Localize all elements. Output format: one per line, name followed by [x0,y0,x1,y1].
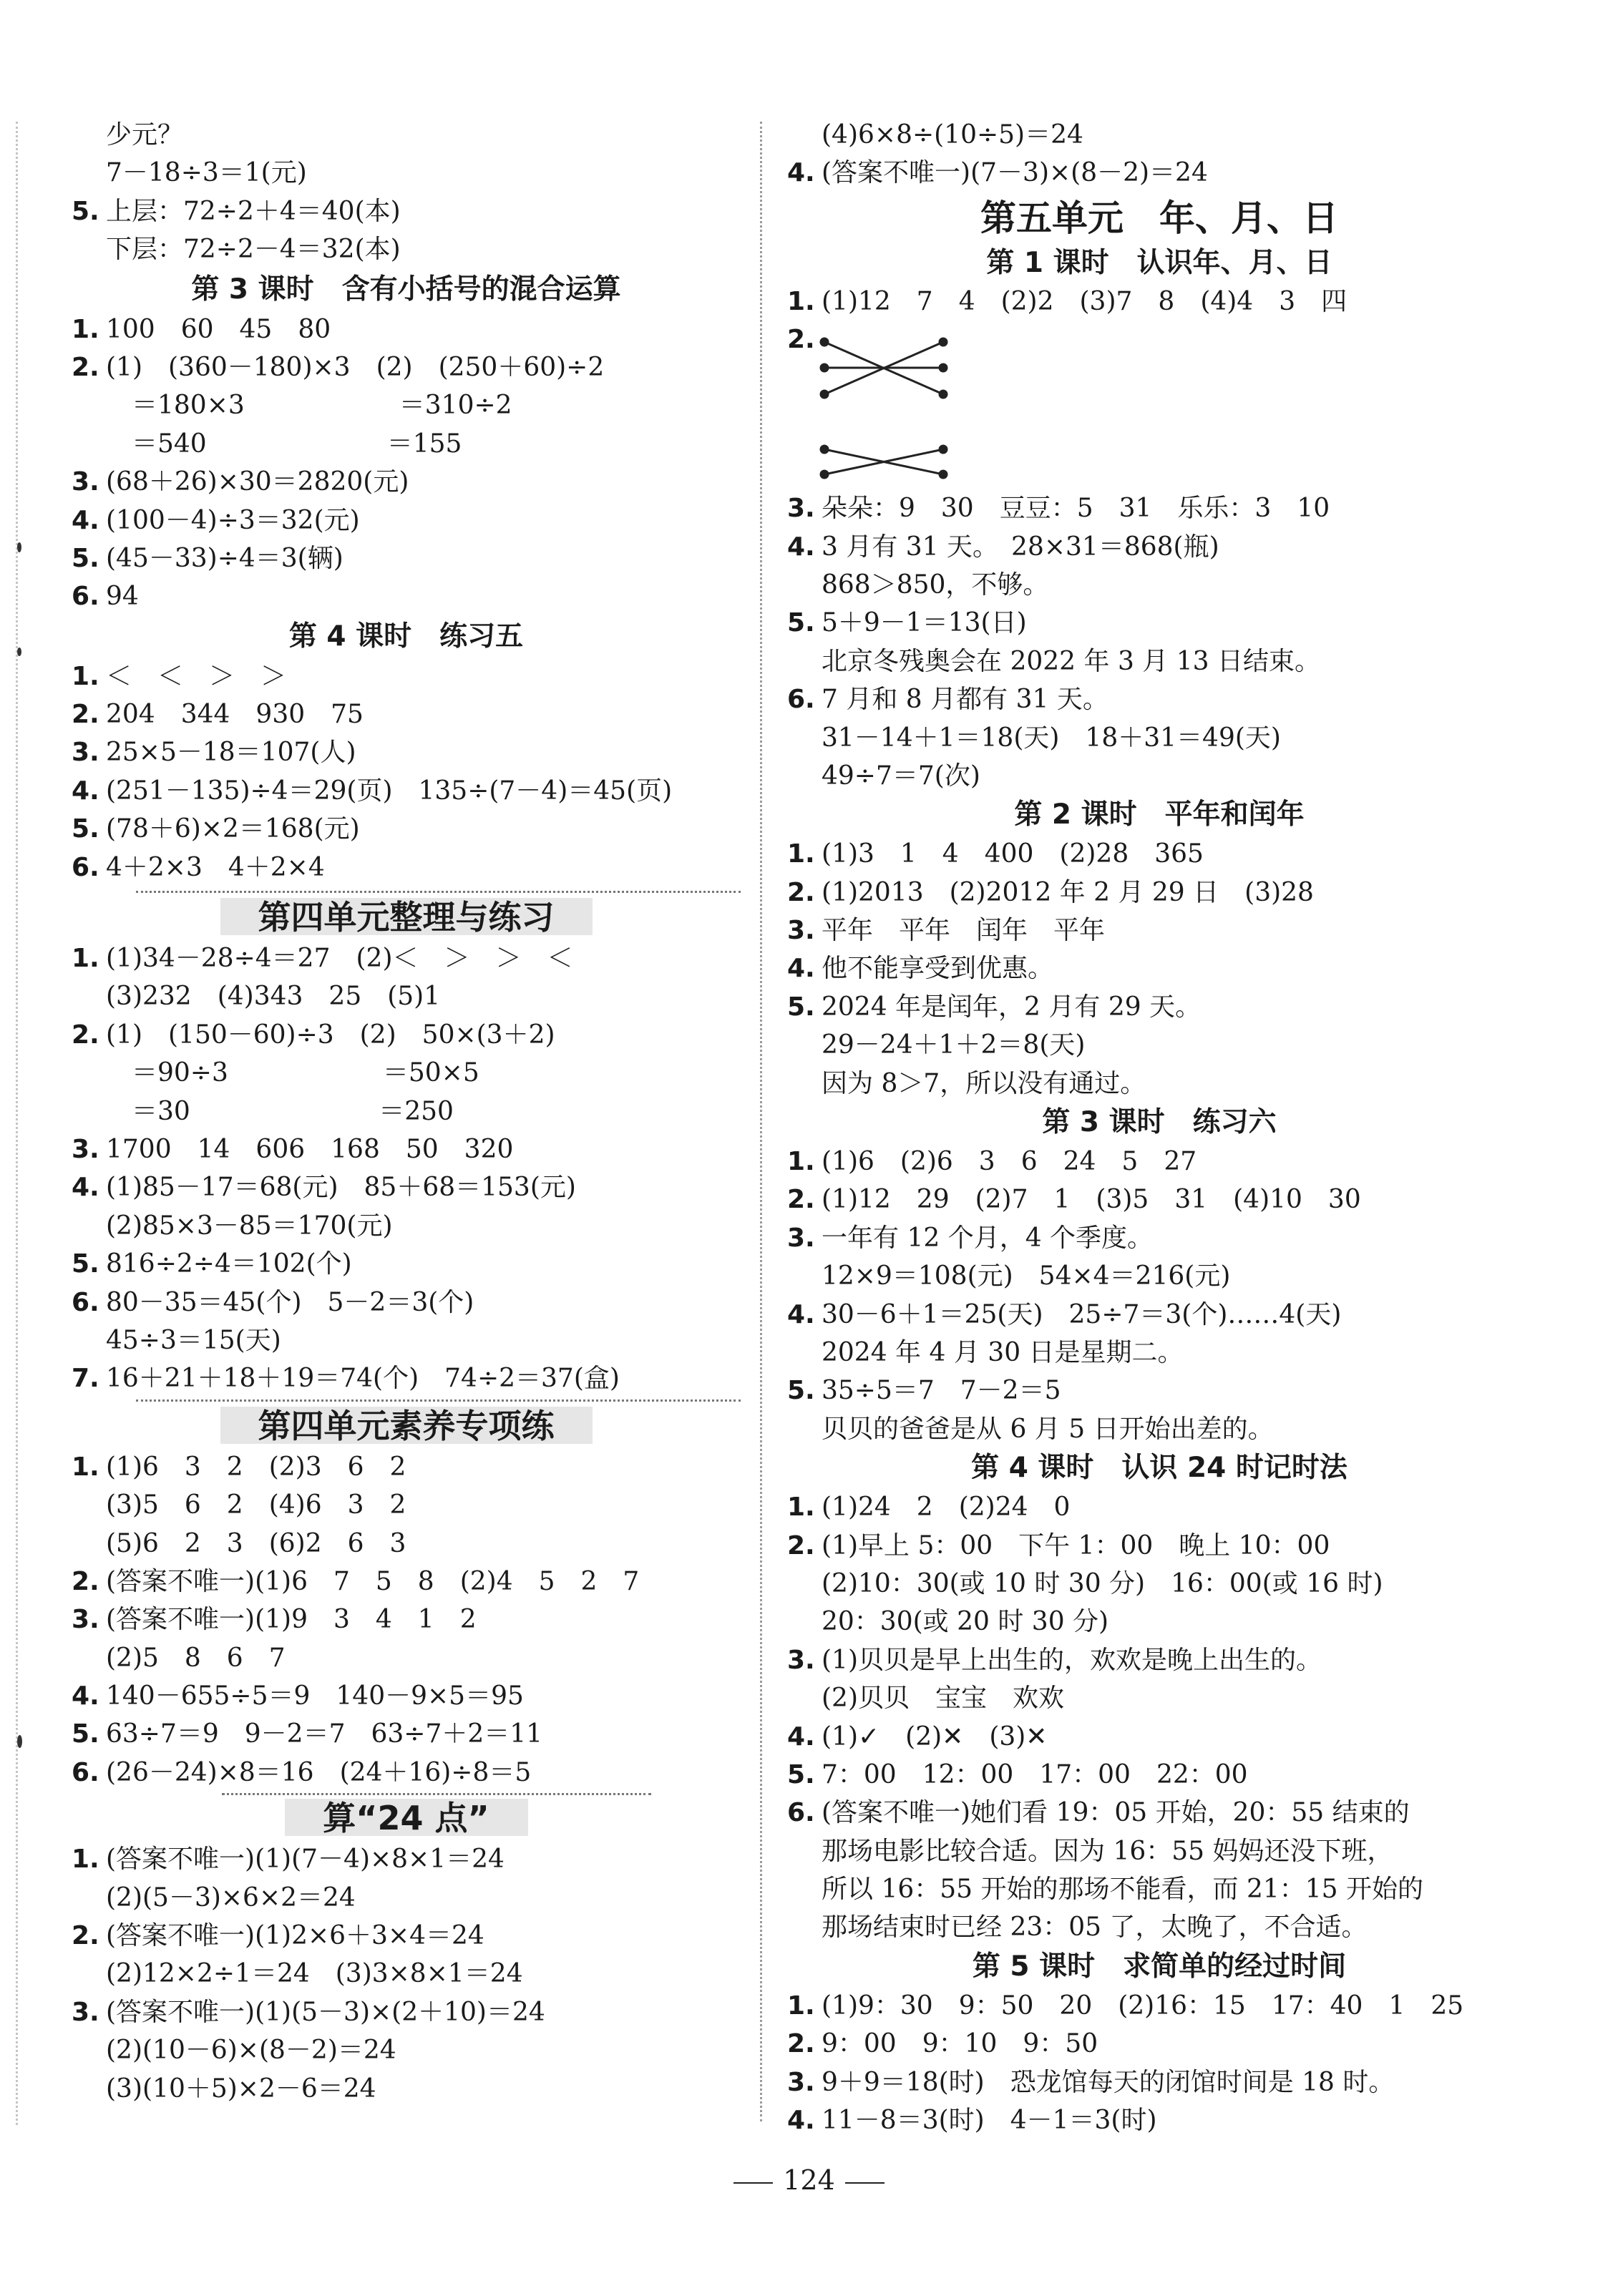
matching-diagram [787,321,1531,489]
answer-line [787,1718,1531,1756]
answer-line [787,1219,1531,1257]
answer-line [787,912,1531,949]
answer-line [72,1879,741,1917]
section-banner [177,1404,635,1448]
section-banner [256,1796,557,1840]
answer-text: 因为 8＞7，所以没有通过。 [822,1068,1146,1098]
answer-line [72,1993,741,2031]
answer-line [72,577,741,615]
answer-text: 20：30(或 20 时 30 分) [822,1607,1109,1637]
question-number: 3. [72,467,99,497]
question-number: 3. [787,2067,815,2097]
answer-text: 一年有 12 个月，4 个季度。 [822,1223,1154,1253]
answer-text: 2024 年 4 月 30 日是星期二。 [822,1337,1184,1367]
answer-line [72,1601,741,1638]
answer-line [72,1359,741,1397]
question-number: 4. [72,776,99,806]
answer-line [787,1641,1531,1679]
answer-line [72,1715,741,1753]
answer-line [72,1207,741,1245]
question-number: 5. [787,608,815,638]
answer-line [72,425,741,463]
question-number: 1. [787,1493,815,1523]
answer-text: 100 60 45 80 [106,314,331,344]
question-number: 5. [72,814,99,844]
answer-text: (1)34－28÷4＝27 (2)＜ ＞ ＞ ＜ [106,944,573,974]
answer-line [72,2031,741,2069]
question-number: 6. [72,582,99,612]
answer-text: (68＋26)×30＝2820(元) [106,467,409,497]
question-number: 3. [72,1134,99,1164]
question-number: 3. [787,1645,815,1675]
answer-text: 北京冬残奥会在 2022 年 3 月 13 日结束。 [822,646,1320,676]
answer-line [72,1093,741,1130]
answer-text: (2)10：30(或 10 时 30 分) 16：00(或 16 时) [822,1568,1383,1598]
answer-line [787,566,1531,604]
answer-line [787,1870,1531,1908]
question-number: 2. [72,700,99,730]
answer-text: 那场电影比较合适。因为 16：55 妈妈还没下班， [822,1836,1393,1866]
answer-text: 12×9＝108(元) 54×4＝216(元) [822,1261,1231,1291]
answer-line [72,230,741,268]
question-number: 3. [72,738,99,768]
answer-line [787,1181,1531,1218]
question-number: 2. [72,352,99,382]
answer-text: 30－6＋1＝25(天) 25÷7＝3(个)……4(天) [822,1299,1342,1329]
question-number: 5. [72,543,99,573]
question-number: 4. [787,1721,815,1752]
answer-line [72,977,741,1015]
answer-block [72,658,741,886]
question-number: 6. [72,852,99,882]
answer-text: (1)12 29 (2)7 1 (3)5 31 (4)10 30 [822,1185,1361,1215]
answer-text: 31－14＋1＝18(天) 18＋31＝49(天) [822,723,1281,753]
answer-block [72,311,741,616]
answer-line [787,489,1531,527]
answer-text: 7：00 12：00 17：00 22：00 [822,1759,1248,1789]
scan-speck [17,542,21,552]
question-number: 1. [72,1845,99,1875]
answer-text: (1) (150－60)÷3 (2) 50×(3＋2) [106,1020,555,1050]
answer-line [72,1284,741,1322]
answer-text: (26－24)×8＝16 (24＋16)÷8＝5 [106,1757,532,1787]
answer-line [787,757,1531,795]
answer-line [72,348,741,386]
answer-text: (1)2013 (2)2012 年 2 月 29 日 (3)28 [822,877,1314,907]
answer-text: (答案不唯一)(1)2×6＋3×4＝24 [106,1921,484,1951]
question-number: 6. [72,1287,99,1317]
answer-text: 所以 16：55 开始的那场不能看，而 21：15 开始的 [822,1875,1424,1905]
question-number: 1. [72,314,99,344]
answer-text: (答案不唯一)她们看 19：05 开始，20：55 结束的 [822,1798,1410,1828]
answer-text: (答案不唯一)(7－3)×(8－2)＝24 [822,158,1208,188]
answer-block [72,116,741,269]
question-number: 5. [72,1719,99,1749]
answer-text: 9：00 9：10 9：50 [822,2029,1098,2059]
unit-title: 第五单元 年、月、日 [980,196,1338,239]
question-number: 4. [787,1299,815,1329]
question-number: 4. [787,158,815,188]
answer-line [72,772,741,810]
answer-text: 11－8＝3(时) 4－1＝3(时) [822,2106,1157,2136]
answer-text: (1)6 3 2 (2)3 6 2 [106,1452,406,1482]
answer-text: 平年 平年 闰年 平年 [822,916,1106,946]
answer-text: 1700 14 606 168 50 320 [106,1134,514,1164]
section-title: 第四单元整理与练习 [258,898,555,937]
answer-text: ＝30 ＝250 [106,1096,454,1126]
answer-block [787,489,1531,795]
answer-line [72,1525,741,1563]
answer-line [787,874,1531,912]
page-number-text: 124 [783,2164,835,2196]
question-number: 4. [787,2106,815,2136]
answer-line [787,283,1531,321]
right-column [787,116,1531,2139]
question-number: 1. [787,839,815,869]
answer-text: (2)贝贝 宝宝 欢欢 [822,1684,1064,1714]
question-number: 2. [787,877,815,907]
answer-text: (251－135)÷4＝29(页) 135÷(7－4)＝45(页) [106,776,673,806]
answer-line [787,1257,1531,1295]
answer-line [787,1026,1531,1064]
answer-line [787,1527,1531,1565]
answer-block [72,1448,741,1792]
answer-line [787,1679,1531,1717]
answer-text: 少元？ [106,120,184,150]
scan-speck [17,648,21,656]
question-number: 6. [787,1798,815,1828]
question-number: 2. [787,1185,815,1215]
answer-line [787,1756,1531,1794]
answer-text: (2)85×3－85＝170(元) [106,1211,393,1241]
answer-text: 4＋2×3 4＋2×4 [106,852,325,882]
answer-line [72,1840,741,1878]
answer-line [787,719,1531,757]
answer-text: (2)12×2÷1＝24 (3)3×8×1＝24 [106,1959,523,1989]
question-number: 5. [72,196,99,226]
answer-line [787,1908,1531,1946]
answer-text: (1)✓ (2)✕ (3)✕ [822,1721,1048,1752]
answer-line [787,949,1531,987]
answer-line [787,835,1531,873]
question-number: 4. [72,1681,99,1711]
answer-text: (1) (360－180)×3 (2) (250＋60)÷2 [106,352,605,382]
answer-line [787,154,1531,192]
question-number: 2. [72,1566,99,1596]
answer-text: 他不能享受到优惠。 [822,954,1054,984]
answer-line [787,1334,1531,1372]
answer-line [787,1143,1531,1181]
answer-text: 35÷5＝7 7－2＝5 [822,1376,1061,1406]
question-number: 1. [72,1452,99,1482]
answer-text: 140－655÷5＝9 140－9×5＝95 [106,1681,524,1711]
answer-text: ＝540 ＝155 [106,429,462,459]
question-number: 5. [787,1376,815,1406]
answer-block [787,116,1531,192]
answer-block [787,283,1531,321]
answer-text: 45÷3＝15(天) [106,1325,281,1355]
answer-text: (1)3 1 4 400 (2)28 365 [822,839,1204,869]
question-number: 2. [787,2029,815,2059]
question-number: 4. [72,505,99,535]
question-number: 5. [72,1249,99,1279]
answer-line [72,1168,741,1206]
answer-block [787,1987,1531,2140]
question-number: 1. [72,944,99,974]
answer-line [72,1486,741,1524]
answer-line [787,1603,1531,1641]
answer-line [787,680,1531,718]
answer-text: (100－4)÷3＝32(元) [106,505,360,535]
answer-line [72,810,741,848]
answer-line [72,154,741,192]
answer-line [72,311,741,348]
lesson-title: 第 3 课时 练习六 [1042,1106,1277,1139]
answer-block [787,835,1531,1103]
question-number: 2. [72,1921,99,1951]
answer-line [72,695,741,733]
question-number: 1. [787,1990,815,2021]
matching-lines [816,321,1002,489]
answer-line [72,733,741,771]
answer-line [72,116,741,154]
answer-text: 5＋9－1＝13(日) [822,608,1027,638]
answer-text: (1)12 7 4 (2)2 (3)7 8 (4)4 3 四 [822,286,1347,316]
answer-line [787,1987,1531,2025]
answer-text: (4)6×8÷(10÷5)＝24 [822,120,1083,150]
section-title: 算“24 点” [323,1799,489,1838]
answer-block [72,1840,741,2108]
answer-line [72,1448,741,1486]
answer-text: (3)5 6 2 (4)6 3 2 [106,1490,406,1520]
scan-speck [17,1735,22,1748]
answer-text: 贝贝的爸爸是从 6 月 5 日开始出差的。 [822,1414,1274,1444]
answer-line [72,502,741,539]
answer-line [787,2101,1531,2139]
answer-text: 上层：72÷2＋4＝40(本) [106,196,401,226]
answer-text: (1)6 (2)6 3 6 24 5 27 [822,1147,1197,1177]
answer-line [72,463,741,501]
answer-line [787,1065,1531,1103]
answer-line [787,2063,1531,2101]
question-number: 4. [787,532,815,562]
answer-block [72,939,741,1398]
answer-text: (答案不唯一)(1)9 3 4 1 2 [106,1605,477,1635]
question-number: 3. [72,1997,99,2027]
answer-line [787,604,1531,642]
answer-text: (2)(10－6)×(8－2)＝24 [106,2036,396,2066]
question-number: 1. [787,286,815,316]
question-number: 6. [72,1757,99,1787]
answer-text: 朵朵：9 30 豆豆：5 31 乐乐：3 10 [822,494,1330,524]
lesson-title: 第 1 课时 认识年、月、日 [986,246,1332,279]
question-number: 6. [787,685,815,715]
answer-line [787,1372,1531,1410]
answer-line [72,386,741,424]
lesson-title: 第 2 课时 平年和闰年 [1014,798,1305,831]
answer-text: 868＞850，不够。 [822,570,1049,600]
answer-text: 63÷7＝9 9－2＝7 63÷7＋2＝11 [106,1719,543,1749]
answer-text: (3)(10＋5)×2－6＝24 [106,2073,376,2104]
answer-line [787,528,1531,566]
lesson-title: 第 4 课时 认识 24 时记时法 [971,1452,1347,1485]
answer-text: 下层：72÷2－4＝32(本) [106,235,401,265]
answer-line [787,2025,1531,2063]
answer-text: 94 [106,582,139,612]
answer-text: (1)24 2 (2)24 0 [822,1493,1071,1523]
answer-line [72,1754,741,1792]
section-title: 第四单元素养专项练 [258,1406,555,1445]
answer-line [72,1245,741,1283]
page-number [0,2164,1618,2196]
section-divider-line [136,891,741,893]
answer-text: 204 344 930 75 [106,700,364,730]
question-number: 3. [787,916,815,946]
column-divider [760,122,762,2121]
answer-text: (答案不唯一)(1)(5－3)×(2＋10)＝24 [106,1997,545,2027]
lesson-title: 第 4 课时 练习五 [288,620,524,653]
question-number: 2. [787,1530,815,1560]
answer-text: (5)6 2 3 (6)2 6 3 [106,1528,406,1558]
answer-line [72,539,741,577]
answer-block [787,1488,1531,1947]
answer-line [787,116,1531,154]
answer-line [72,1917,741,1955]
answer-text: 816÷2÷4＝102(个) [106,1249,352,1279]
answer-text: 80－35＝45(个) 5－2＝3(个) [106,1287,474,1317]
lesson-title: 第 3 课时 含有小括号的混合运算 [191,273,621,306]
answer-text: (1)贝贝是早上出生的，欢欢是晚上出生的。 [822,1645,1322,1675]
question-number: 3. [72,1605,99,1635]
answer-text: ＝180×3 ＝310÷2 [106,391,512,421]
answer-text: 25×5－18＝107(人) [106,738,356,768]
answer-line [787,1488,1531,1526]
answer-text: (答案不唯一)(1)(7－4)×8×1＝24 [106,1845,505,1875]
answer-text: 7－18÷3＝1(元) [106,158,307,188]
answer-line [72,1639,741,1677]
answer-line [72,2070,741,2108]
answer-line [72,1955,741,1993]
answer-line [72,1563,741,1601]
answer-text: (答案不唯一)(1)6 7 5 8 (2)4 5 2 7 [106,1566,640,1596]
answer-text: (78＋6)×2＝168(元) [106,814,360,844]
question-number: 1. [787,1147,815,1177]
answer-line [72,192,741,230]
answer-line [787,1794,1531,1832]
question-number: 3. [787,1223,815,1253]
answer-text: 7 月和 8 月都有 31 天。 [822,685,1108,715]
lesson-title: 第 5 课时 求简单的经过时间 [972,1950,1347,1983]
answer-line [72,1016,741,1054]
answer-text: (2)5 8 6 7 [106,1643,286,1673]
answer-line [72,1322,741,1359]
answer-line [72,849,741,886]
question-number: 5. [787,1759,815,1789]
answer-line [72,1054,741,1092]
answer-text: (3)232 (4)343 25 (5)1 [106,982,441,1012]
answer-block [787,1143,1531,1448]
section-divider-line [136,1399,741,1402]
question-number: 5. [787,992,815,1022]
answer-text: (45－33)÷4＝3(辆) [106,543,343,573]
question-number: 7. [72,1364,99,1394]
answer-line [787,1296,1531,1334]
question-number: 4. [72,1173,99,1203]
section-banner [177,895,635,939]
answer-line [787,1410,1531,1448]
answer-line [787,1832,1531,1870]
answer-text: ＝90÷3 ＝50×5 [106,1058,479,1088]
question-number: 3. [787,494,815,524]
answer-text: (1)85－17＝68(元) 85＋68＝153(元) [106,1173,576,1203]
answer-line [787,1565,1531,1603]
answer-line [72,658,741,695]
question-number: 2. [72,1020,99,1050]
answer-text: (2)(5－3)×6×2＝24 [106,1882,356,1912]
answer-text: 9＋9＝18(时) 恐龙馆每天的闭馆时间是 18 时。 [822,2067,1395,2097]
answer-text: 那场结束时已经 23：05 了，太晚了，不合适。 [822,1912,1368,1943]
answer-line [787,643,1531,680]
answer-line [787,988,1531,1026]
question-number: 1. [72,661,99,691]
answer-line [72,1677,741,1715]
answer-text: (1)早上 5：00 下午 1：00 晚上 10：00 [822,1530,1330,1560]
page-edge-dotted-line [16,122,18,2125]
question-number: 4. [787,954,815,984]
answer-text: 16＋21＋18＋19＝74(个) 74÷2＝37(盒) [106,1364,620,1394]
answer-text: 2024 年是闰年，2 月有 29 天。 [822,992,1202,1022]
answer-text: (1)9：30 9：50 20 (2)16：15 17：40 1 25 [822,1990,1464,2021]
section-divider-line [222,1793,651,1795]
answer-text: 3 月有 31 天。 28×31＝868(瓶) [822,532,1219,562]
answer-line [72,939,741,977]
answer-text: 49÷7＝7(次) [822,761,980,791]
left-column [72,116,741,2108]
answer-text: ＜ ＜ ＞ ＞ [106,661,287,691]
answer-text: 29－24＋1＋2＝8(天) [822,1030,1086,1060]
question-number: 2. [787,325,815,355]
answer-line [72,1130,741,1168]
